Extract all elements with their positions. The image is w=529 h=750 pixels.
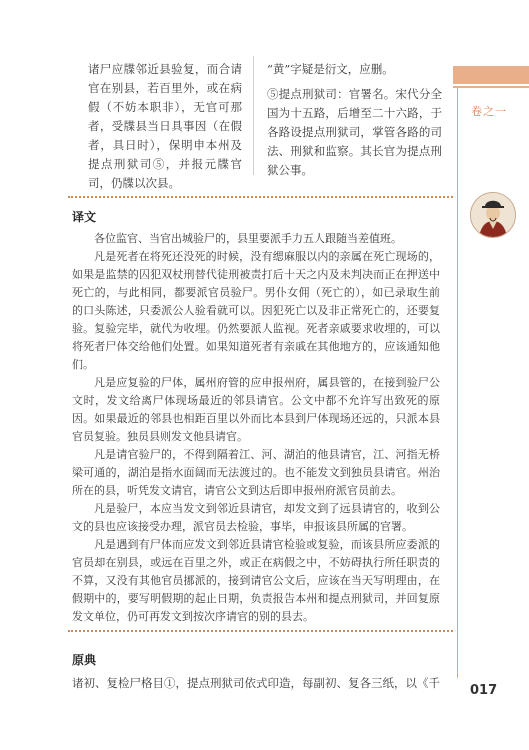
- original-title: 原典: [72, 653, 97, 667]
- translation-paragraph: 凡是验尸，本应当发文到邻近县请官，却发文到了远县请官的，收到公文的县也应该接受办理，派官员去检验，事毕，申报该县所属的官署。: [72, 502, 440, 533]
- translation-paragraph: 凡是应复验的尸体，属州府管的应申报州府，属县管的，在接到验尸公文时，发文给离尸体现场最近的邻县请官。公文中都不允许写出致死的原因。如果最近的邻县也相距百里以外而比本县到尸体现场还远的，只派本县官员复验。独员县则发文他县请官。: [72, 376, 440, 443]
- note-line: “黄”字疑是衍文，应删。: [267, 62, 394, 76]
- translation-paragraph: 凡是死者在将死还没死的时候，没有缌麻服以内的亲属在死亡现场的，如果是监禁的囚犯双杖刑替代徒刑被责打后十天之内及未判决而正在押送中死亡的，与此相同，都要派官员验尸。男仆女佣（死亡的），如已录取生前的口头陈述，只委派公人验看就可以。因犯死亡以及非正常死亡的，还要复验。复验完毕，就代为收埋。仍然要派人监视。死者亲戚要求收埋的，可以将死者尸体交给他们处置。如果知道死者有亲戚在其他地方的，应该通知他们。: [72, 250, 440, 371]
- translation-paragraph: 凡是遇到有尸体而应发文到邻近县请官检验或复验，而该县所应委派的官员却在别县，或远在百里之外，或正在病假之中，不妨碍执行所任职责的不算，又没有其他官员挪派的，接到请官公文后，应该在当天写明理由，在假期中的，要写明假期的起止日期，负责报告本州和提点刑狱司，并回复原发文单位，仍可再发文到按次序请官的别的县去。: [72, 538, 440, 623]
- footnote-5: ⑤提点刑狱司：官署名。宋代分全国为十五路，后增至二十六路，于各路设提点刑狱司，掌管各路的司法、刑狱和监察。其长官为提点刑狱公事。: [267, 87, 442, 177]
- translation-paragraph: 凡是请官验尸的，不得到隔着江、河、湖泊的他县请官，江、河指无桥梁可通的，湖泊是指水面阔而无法渡过的。也不能发文到独员县请官。州治所在的县，听凭发文请官，请官公文到达后即申报州府派官员前去。: [72, 448, 440, 497]
- top-right-column: [267, 60, 442, 180]
- top-left-text: 诸尸应牒邻近县验复，而合请官在别县，若百里外，或在病假（不妨本职非），无官可那者，受牒县当日具事因（在假者，具日时），保明申本州及提点刑狱司⑤，并报元牒官司，仍牒以次县。: [88, 62, 242, 190]
- column-divider: [253, 56, 254, 175]
- top-left-column: [88, 60, 242, 193]
- section-divider-bottom: [68, 630, 453, 632]
- translation-body: [72, 230, 440, 626]
- volume-label: 卷之一: [471, 105, 507, 118]
- header-accent-bar: [453, 66, 529, 84]
- portrait-icon: [470, 192, 516, 238]
- section-divider-top: [68, 196, 453, 198]
- translation-paragraph: 各位监官、当官出城验尸的，县里要派手力五人跟随当差值班。: [94, 232, 402, 245]
- original-text: 诸初、复检尸格目①，提点刑狱司依式印造，每副初、复各三纸，以《千: [72, 676, 440, 690]
- header-accent-line: [453, 86, 529, 88]
- translation-title: 译文: [72, 210, 97, 224]
- margin-rule: [457, 88, 458, 678]
- page-number: 017: [470, 683, 498, 698]
